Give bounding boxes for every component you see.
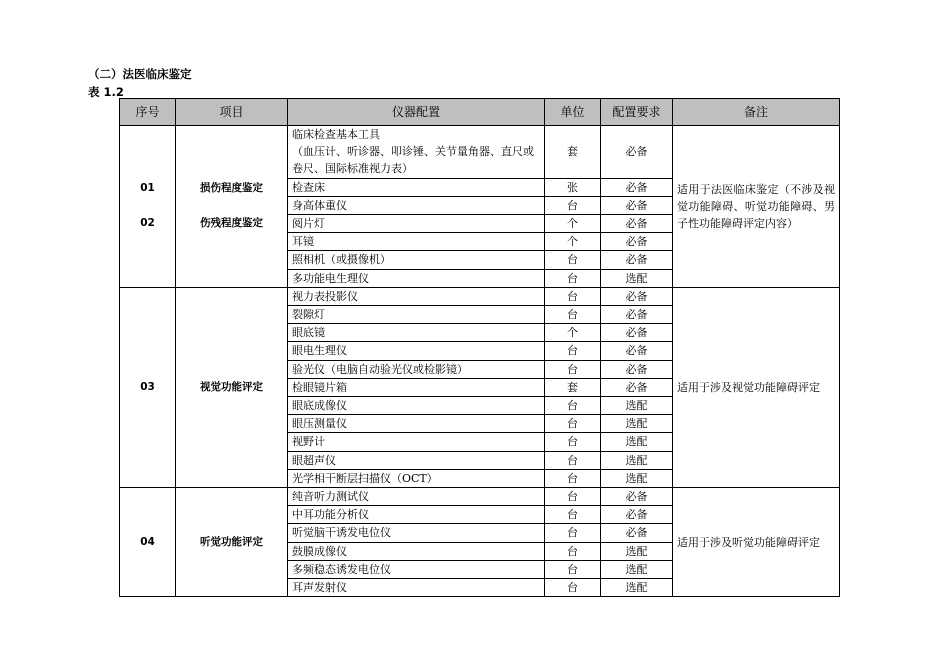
unit-cell: 个 (545, 215, 601, 233)
group-index-cell (120, 126, 176, 288)
requirement-cell: 必备 (601, 306, 673, 324)
unit-cell: 台 (545, 469, 601, 487)
group-index-cell (120, 287, 176, 487)
requirement-cell: 选配 (601, 415, 673, 433)
unit-cell: 台 (545, 524, 601, 542)
instrument-cell: 听觉脑干诱发电位仪 (288, 524, 545, 542)
section-heading: （二）法医临床鉴定 (88, 67, 192, 81)
instrument-cell: 光学相干断层扫描仪（OCT） (288, 469, 545, 487)
instrument-cell: 照相机（或摄像机） (288, 251, 545, 269)
unit-cell: 个 (545, 324, 601, 342)
requirement-cell: 选配 (601, 560, 673, 578)
group-item-name: 听觉功能评定 (200, 535, 263, 548)
instrument-cell: 耳声发射仪 (288, 579, 545, 597)
unit-cell: 套 (545, 126, 601, 179)
unit-cell: 台 (545, 415, 601, 433)
unit-cell: 台 (545, 306, 601, 324)
unit-cell: 台 (545, 397, 601, 415)
requirement-cell: 必备 (601, 342, 673, 360)
requirement-cell: 选配 (601, 269, 673, 287)
unit-cell: 台 (545, 269, 601, 287)
group-item-name: 伤残程度鉴定 (200, 217, 263, 230)
table-row (120, 488, 840, 506)
unit-cell: 台 (545, 360, 601, 378)
instrument-cell: 眼压测量仪 (288, 415, 545, 433)
remark-cell: 适用于涉及听觉功能障碍评定 (673, 488, 840, 597)
unit-cell: 台 (545, 579, 601, 597)
instrument-cell: 多频稳态诱发电位仪 (288, 560, 545, 578)
requirement-cell: 必备 (601, 324, 673, 342)
unit-cell: 台 (545, 433, 601, 451)
spacer (180, 197, 283, 215)
instrument-cell: 检眼镜片箱 (288, 378, 545, 396)
group-item-name: 视觉功能评定 (200, 380, 263, 393)
unit-cell: 台 (545, 196, 601, 214)
requirement-cell: 必备 (601, 126, 673, 179)
group-index: 03 (140, 380, 155, 393)
instrument-cell: 验光仪（电脑自动验光仪或检影镜） (288, 360, 545, 378)
instrument-cell: 视野计 (288, 433, 545, 451)
requirement-cell: 选配 (601, 451, 673, 469)
requirement-cell: 选配 (601, 579, 673, 597)
table-header-row (120, 99, 840, 126)
unit-cell: 套 (545, 378, 601, 396)
unit-cell: 台 (545, 560, 601, 578)
group-item-cell (176, 126, 288, 288)
instrument-cell: 眼底镜 (288, 324, 545, 342)
unit-cell: 台 (545, 251, 601, 269)
group-index-cell (120, 488, 176, 597)
unit-cell: 台 (545, 451, 601, 469)
group-index: 04 (140, 535, 155, 548)
table-row (120, 126, 840, 179)
instrument-cell (288, 126, 545, 179)
requirement-cell: 必备 (601, 251, 673, 269)
group-index: 02 (140, 217, 155, 230)
spacer (124, 197, 171, 215)
requirement-cell: 必备 (601, 378, 673, 396)
instrument-cell: 眼电生理仪 (288, 342, 545, 360)
requirement-cell: 必备 (601, 196, 673, 214)
unit-cell: 张 (545, 178, 601, 196)
col-header-unit: 单位 (545, 99, 601, 126)
instrument-cell: 身高体重仪 (288, 196, 545, 214)
instrument-line: 临床检查基本工具 (292, 128, 380, 141)
instrument-line: （血压计、听诊器、叩诊锤、关节量角器、直尺或卷尺、国际标准视力表） (292, 145, 534, 176)
col-header-item: 项目 (176, 99, 288, 126)
instrument-cell: 阅片灯 (288, 215, 545, 233)
table-row (120, 287, 840, 305)
instrument-cell: 中耳功能分析仪 (288, 506, 545, 524)
col-header-remark: 备注 (673, 99, 840, 126)
instrument-cell: 眼底成像仪 (288, 397, 545, 415)
requirement-cell: 选配 (601, 433, 673, 451)
unit-cell: 个 (545, 233, 601, 251)
remark-cell: 适用于涉及视觉功能障碍评定 (673, 287, 840, 487)
requirement-cell: 选配 (601, 397, 673, 415)
unit-cell: 台 (545, 506, 601, 524)
unit-cell: 台 (545, 287, 601, 305)
unit-cell: 台 (545, 542, 601, 560)
instrument-cell: 视力表投影仪 (288, 287, 545, 305)
requirement-cell: 必备 (601, 233, 673, 251)
remark-cell: 适用于法医临床鉴定（不涉及视觉功能障碍、听觉功能障碍、男子性功能障碍评定内容） (673, 126, 840, 288)
requirement-cell: 必备 (601, 360, 673, 378)
group-item-name: 损伤程度鉴定 (200, 182, 263, 195)
requirement-cell: 必备 (601, 524, 673, 542)
requirement-cell: 必备 (601, 215, 673, 233)
requirement-cell: 必备 (601, 178, 673, 196)
table-caption: 表 1.2 (88, 85, 124, 99)
group-item-cell (176, 287, 288, 487)
requirement-cell: 必备 (601, 488, 673, 506)
instrument-cell: 耳镜 (288, 233, 545, 251)
equipment-table (119, 98, 840, 597)
requirement-cell: 选配 (601, 542, 673, 560)
instrument-cell: 多功能电生理仪 (288, 269, 545, 287)
requirement-cell: 必备 (601, 506, 673, 524)
instrument-cell: 鼓膜成像仪 (288, 542, 545, 560)
requirement-cell: 必备 (601, 287, 673, 305)
instrument-cell: 检查床 (288, 178, 545, 196)
col-header-requirement: 配置要求 (601, 99, 673, 126)
group-index: 01 (140, 182, 155, 195)
unit-cell: 台 (545, 488, 601, 506)
col-header-instrument: 仪器配置 (288, 99, 545, 126)
col-header-index: 序号 (120, 99, 176, 126)
instrument-cell: 纯音听力测试仪 (288, 488, 545, 506)
instrument-cell: 裂隙灯 (288, 306, 545, 324)
instrument-cell: 眼超声仪 (288, 451, 545, 469)
requirement-cell: 选配 (601, 469, 673, 487)
unit-cell: 台 (545, 342, 601, 360)
group-item-cell (176, 488, 288, 597)
